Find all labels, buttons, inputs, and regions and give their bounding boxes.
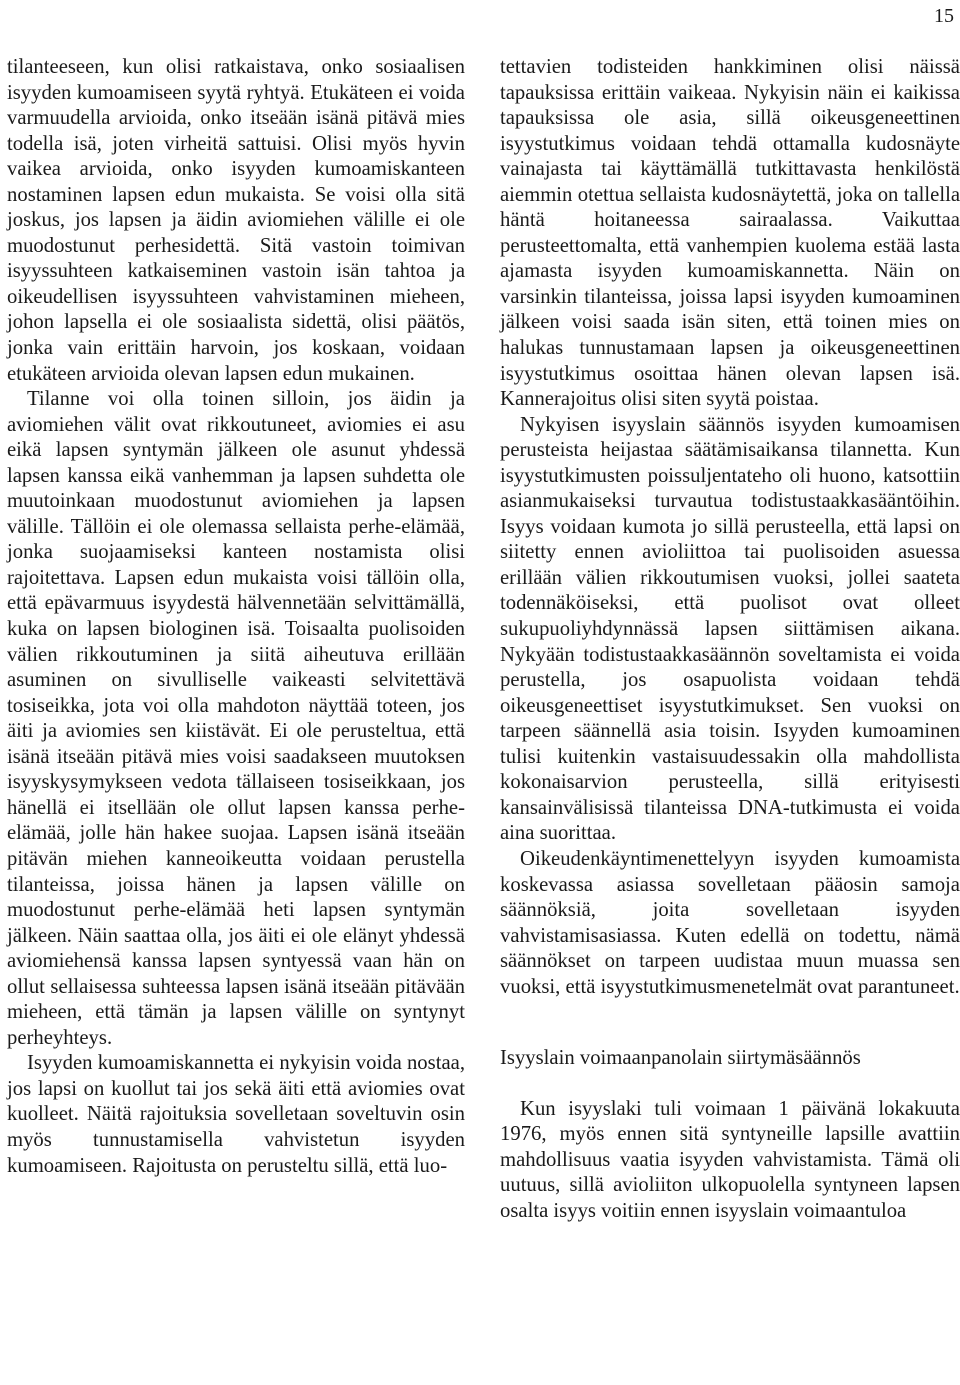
paragraph: tilanteeseen, kun olisi ratkaistava, onko sosiaalisen isyyden kumoamiseen syytä ryhtyä. Etukäteen ei voida varmuudella arvioida, onko itseään isänä pitävä mies todella isä, joten virheitä sattuisi. Olisi myös hyvin vaikea arvioida, onko isyyden kumoamiskanteen nostaminen lapsen edun mukaista. Se voisi olla sitä joskus, jos lapsen ja äidin aviomiehen välille ei ole muodostunut perhesidettä. Sitä vastoin toimivan isyyssuhteen katkaiseminen vastoin isän tahtoa ja oikeudellisen isyyssuhteen vahvistaminen mieheen, johon lapsella ei ole sosiaalista sidettä, olisi päätös, jonka vain erittäin harvoin, jos koskaan, voidaan etukäteen arvioida olevan lapsen edun mukainen. [7,56,465,385]
paragraph: Isyyden kumoamiskannetta ei nykyisin voida nostaa, jos lapsi on kuollut tai jos sekä äiti että aviomies ovat kuolleet. Näitä rajoituksia sovelletaan soveltuvin osin myös tunnustamisella vahvistetun isyyden kumoamiseen. Rajoitusta on perusteltu sillä, että luo- [7,1052,465,1177]
paragraph: Tilanne voi olla toinen silloin, jos äidin ja aviomiehen välit ovat rikkoutuneet, aviomies ei asu eikä lapsen syntymän jälkeen ole asunut yhdessä lapsen kanssa eikä vanhemman ja lapsen suhdetta ole muutoinkaan muodostunut aviomiehen ja lapsen välille. Tällöin ei ole olemassa sellaista perhe-elämää, jonka suojaamiseksi kanteen nostamista olisi rajoitettava. Lapsen edun mukaista voisi tällöin olla, että epävarmuus isyydestä hälvennetään selvittämällä, kuka on lapsen biologinen isä. Toisaalta puolisoiden välien rikkoutuminen ja siitä aiheutuva erillään asuminen on sivulliselle vaikeasti selvitettävä tosiseikka, jota voi olla mahdoton näyttää toteen, jos äiti ja aviomies sen kiistävät. Ei ole perusteltua, että isänä itseään pitävä mies voisi saadakseen muutoksen isyyskysymykseen vedota tällaiseen tosiseikkaan, jos hänellä ei itsellään ole ollut lapsen kanssa perhe-elämää, jolle hän hakee suojaa. Lapsen isänä itseään pitävän miehen kanneoikeutta voidaan perustella tilanteissa, joissa hänen ja lapsen välille on muodostunut perhe-elämää heti lapsen syntymän jälkeen. Näin saattaa olla, jos äiti ei ole elänyt yhdessä aviomiehensä kanssa lapsen syntyessä vaan hän on ollut sellaisessa suhteessa lapsen isänä itseään pitävään mieheen, että tämän ja lapsen välille on syntynyt perheyhteys. [7,388,465,1049]
paragraph: Kun isyyslaki tuli voimaan 1 päivänä lokakuuta 1976, myös ennen sitä syntyneille lapsille avattiin mahdollisuus vaatia isyyden vahvistamista. Tämä oli uutuus, sillä avioliiton ulkopuolella syntyneen lapsen osalta isyys voitiin ennen isyyslain voimaantuloa [500,1097,960,1222]
spacer [500,1000,960,1046]
spacer [500,1072,960,1097]
paragraph: tettavien todisteiden hankkiminen olisi näissä tapauksissa erittäin vaikeaa. Nykyisin näin ei kaikissa tapauksissa ole asia, sillä oikeusgeneettinen isyystutkimus voidaan tehdä ottamalla kudosnäyte vainajasta tai käyttämällä tutkittavasta henkilöstä aiemmin otettua sellaista kudosnäytettä, joka on tallella häntä hoitaneessa sairaalassa. Vaikuttaa perusteettomalta, että vanhempien kuolema estää lasta ajamasta isyyden kumoamiskannetta. Näin on varsinkin tilanteissa, joissa lapsi isyyden kumoaminen jälkeen voisi saada isän siten, että toinen mies on halukas tunnustamaan lapsen ja oikeusgeneettinen isyystutkimus osoittaa hänen olevan lapsen isä. Kannerajoitus olisi siten syytä poistaa. [500,56,960,411]
left-column [7,55,465,1179]
paragraph: Nykyisen isyyslain säännös isyyden kumoamisen perusteista heijastaa säätämisaikansa tilannetta. Kun isyystutkimusten poissuljentateho oli huono, katsottiin asianmukaiseksi turvautua todistustaakkasääntöihin. Isyys voidaan kumota jo sillä perusteella, että lapsi on siitetty ennen avioliittoa tai puolisoiden asuessa erillään välien rikkoutumisen vuoksi, jollei saateta todennäköiseksi, että puolisot ovat olleet sukupuoliyhdynnässä lapsen siittämisen aikana. Nykyään todistustaakkasäännön soveltamista ei voida perustella, jos osapuolista voidaan tehdä oikeusgeneettiset isyystutkimukset. Sen vuoksi on tarpeen säännellä asia toisin. Isyyden kumoaminen tulisi kuitenkin vastaisuudessakin olla mahdollista kokonaisarvion perusteella, sillä erityisesti kansainvälisissä tilanteissa DNA-tutkimusta ei voida aina suorittaa. [500,413,960,845]
right-column [500,55,960,1225]
section-heading: Isyyslain voimaanpanolain siirtymäsäännös [500,1047,861,1070]
paragraph: Oikeudenkäyntimenettelyyn isyyden kumoamista koskevassa asiassa sovelletaan pääosin samoja säännöksiä, joita sovelletaan isyyden vahvistamisasiassa. Kuten edellä on todettu, nämä säännökset on tarpeen uudistaa muun muassa sen vuoksi, että isyystutkimusmenetelmät ovat parantuneet. [500,847,960,998]
page-number: 15 [934,5,954,27]
